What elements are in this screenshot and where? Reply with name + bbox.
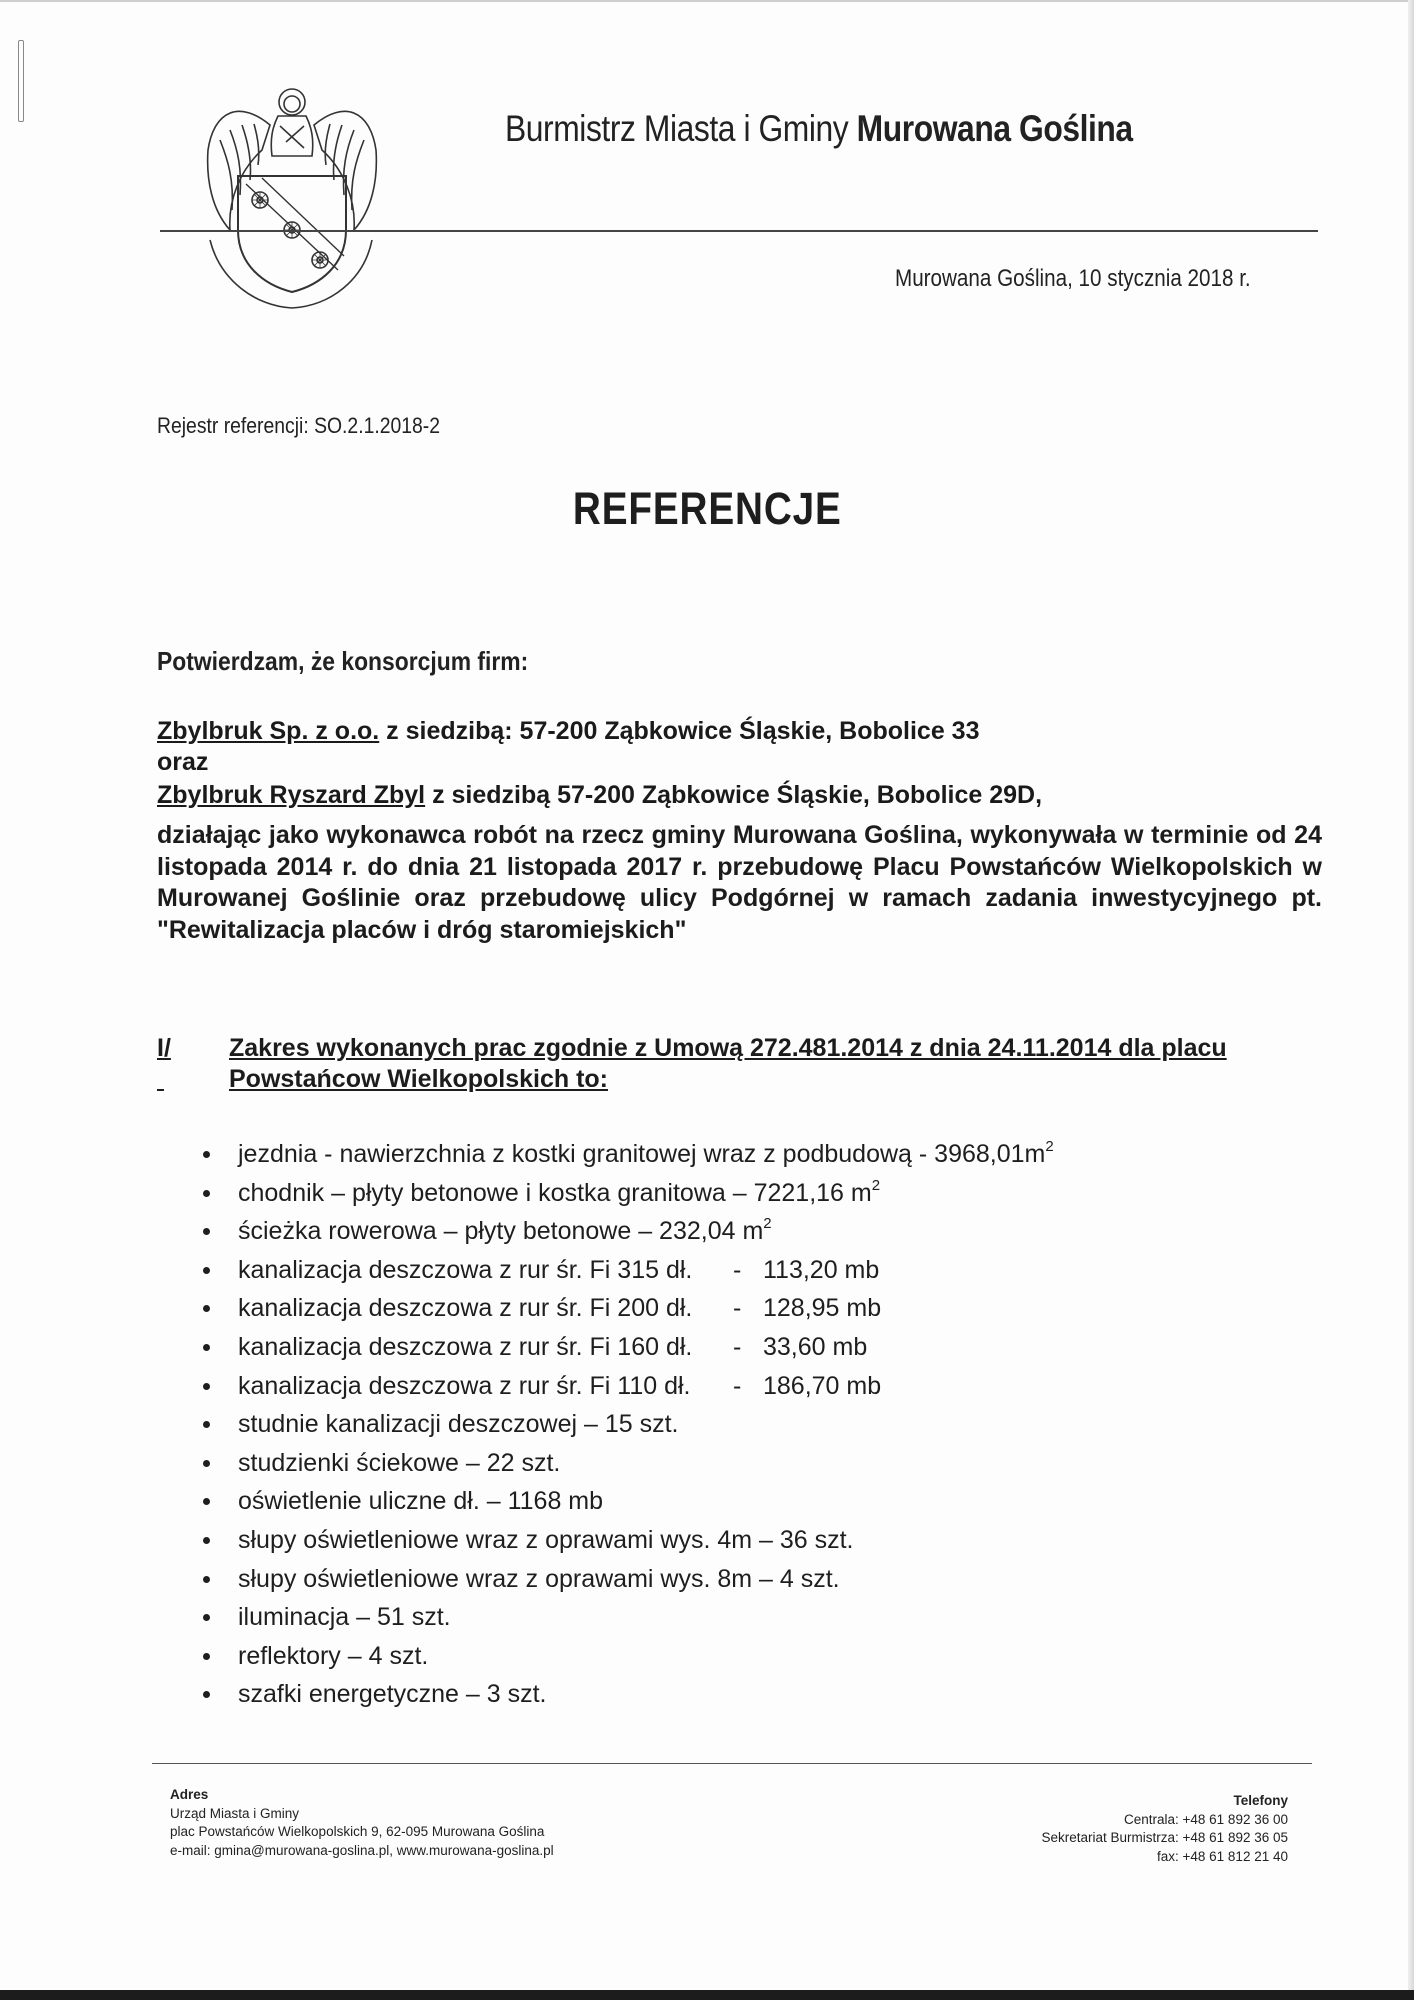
scope-item-dash: - [733, 1294, 742, 1323]
scope-item-text: jezdnia - nawierzchnia z kostki granitowej wraz z podbudową - $3968,01m^2$ [238, 1138, 1054, 1168]
scope-item-text: studnie kanalizacji deszczowej – 15 szt. [238, 1410, 679, 1439]
bullet-icon [203, 1614, 210, 1621]
document-title [0, 483, 1414, 535]
footer-phones [1041, 1792, 1288, 1866]
unit-superscript: 2 [763, 1215, 772, 1233]
footer-phone-line: Sekretariat Burmistrza: +48 61 892 36 05 [1041, 1830, 1288, 1845]
consortium-firm-1 [157, 717, 980, 746]
connector-text: oraz [157, 748, 209, 776]
bullet-icon [203, 1498, 210, 1505]
scope-item-text: słupy oświetleniowe wraz z oprawami wys. 8m – 4 szt. [238, 1564, 840, 1593]
scope-item-amount: 113,20 mb [763, 1255, 880, 1284]
footer-phones-heading: Telefony [1233, 1793, 1288, 1808]
document-date: Murowana Goślina, 10 stycznia 2018 r. [895, 265, 1251, 292]
bullet-icon [203, 1383, 210, 1390]
firm-2-name: Zbylbruk Ryszard Zbyl [157, 781, 426, 809]
scope-item-text: studzienki ściekowe – 22 szt. [238, 1448, 561, 1477]
footer-phone-line: fax: +48 61 812 21 40 [1157, 1848, 1288, 1864]
bullet-icon [203, 1305, 210, 1312]
firm-1-name: Zbylbruk Sp. z o.o. [157, 717, 380, 745]
scope-item-dash: - [733, 1332, 742, 1361]
bullet-icon [203, 1151, 210, 1158]
unit-superscript: 2 [871, 1176, 881, 1194]
footer-address [170, 1786, 554, 1860]
bullet-icon [203, 1576, 210, 1583]
scan-right-edge [1408, 0, 1414, 2000]
footer-phone-line: Centrala: +48 61 892 36 00 [1123, 1811, 1288, 1827]
scope-item-text: słupy oświetleniowe wraz z oprawami wys. 4m – 36 szt. [238, 1525, 854, 1554]
scope-item-text: kanalizacja deszczowa z rur śr. Fi 110 dł. [238, 1371, 691, 1400]
footer-address-line: plac Powstańców Wielkopolskich 9, 62-095 Murowana Goślina [170, 1824, 545, 1839]
section-heading-line-2 [157, 1064, 1322, 1095]
scope-item-text: iluminacja – 51 szt. [238, 1603, 451, 1632]
section-heading-text-1: Zakres wykonanych prac zgodnie z Umową 272.481.2014 z dnia 24.11.2014 dla placu [229, 1034, 1227, 1062]
section-heading-line-1 [157, 1033, 1322, 1064]
section-number: I/ [157, 1034, 171, 1062]
bullet-icon [203, 1228, 210, 1235]
footer-address-heading: Adres [170, 1787, 209, 1802]
bullet-icon [203, 1421, 210, 1428]
scope-item-amount: 33,60 mb [763, 1332, 868, 1361]
unit-superscript: 2 [1045, 1138, 1054, 1155]
section-heading [157, 1033, 1322, 1095]
section-heading-indent [157, 1064, 229, 1095]
scan-bottom-edge [0, 1990, 1414, 2000]
confirmation-lead: Potwierdzam, że konsorcjum firm: [157, 646, 529, 676]
consortium-firm-2 [157, 781, 1042, 810]
footer-address-line: e-mail: gmina@murowana-goslina.pl, www.murowana-goslina.pl [170, 1842, 554, 1858]
scope-item-text: kanalizacja deszczowa z rur śr. Fi 200 dł. [238, 1294, 693, 1323]
bullet-icon [203, 1190, 210, 1197]
footer-divider [152, 1763, 1312, 1764]
scope-item-text: oświetlenie uliczne dł. – 1168 mb [238, 1487, 604, 1516]
header-title [505, 108, 1133, 150]
scope-item-amount: 186,70 mb [763, 1371, 882, 1400]
footer-address-line: Urząd Miasta i Gminy [170, 1805, 300, 1821]
scope-item-dash: - [733, 1371, 742, 1400]
body-paragraph: działając jako wykonawca robót na rzecz gminy Murowana Goślina, wykonywała w terminie od 24 listopada 2014 r. do dnia 21 listopada 2017 r. przebudowę Placu Powstańców Wielkopolskich w Murowanej Goślinie oraz przebudowę ulicy Podgórnej w ramach zadania inwestycyjnego pt. "Rewitalizacja placów i dróg staromiejskich" [157, 821, 1322, 944]
header-title-prefix: Burmistrz Miasta i Gminy [505, 108, 857, 149]
scope-item-text: szafki energetyczne – 3 szt. [238, 1680, 547, 1709]
bullet-icon [203, 1691, 210, 1698]
scope-item-dash: - [733, 1255, 742, 1284]
document-title-text: REFERENCJE [572, 483, 842, 534]
bullet-icon [203, 1653, 210, 1660]
scope-item-text: ścieżka rowerowa – płyty betonowe – 232,04 $m^2$ [238, 1215, 772, 1246]
scope-item-text: kanalizacja deszczowa z rur śr. Fi 315 dł. [238, 1255, 693, 1284]
bullet-icon [203, 1344, 210, 1351]
scope-item-text: reflektory – 4 szt. [238, 1641, 429, 1670]
firm-1-address: z siedzibą: 57-200 Ząbkowice Śląskie, Bobolice 33 [379, 717, 980, 745]
header-divider [160, 230, 1318, 232]
section-heading-text-2: Powstańcow Wielkopolskich to: [229, 1065, 608, 1093]
bullet-icon [203, 1460, 210, 1467]
bullet-icon [203, 1537, 210, 1544]
coat-of-arms-icon [200, 80, 380, 310]
scope-item-amount: 128,95 mb [763, 1294, 882, 1323]
scan-top-edge [0, 0, 1414, 2]
scope-item-text: kanalizacja deszczowa z rur śr. Fi 160 dł. [238, 1332, 693, 1361]
header-title-municipality: Murowana Goślina [856, 108, 1133, 149]
reference-register-number: Rejestr referencji: SO.2.1.2018-2 [157, 413, 441, 438]
firm-2-address: z siedzibą 57-200 Ząbkowice Śląskie, Bobolice 29D, [425, 781, 1043, 809]
punch-mark [18, 40, 24, 122]
scope-item-text: chodnik – płyty betonowe i kostka granitowa – 7221,16 $m^2$ [238, 1176, 881, 1207]
bullet-icon [203, 1267, 210, 1274]
